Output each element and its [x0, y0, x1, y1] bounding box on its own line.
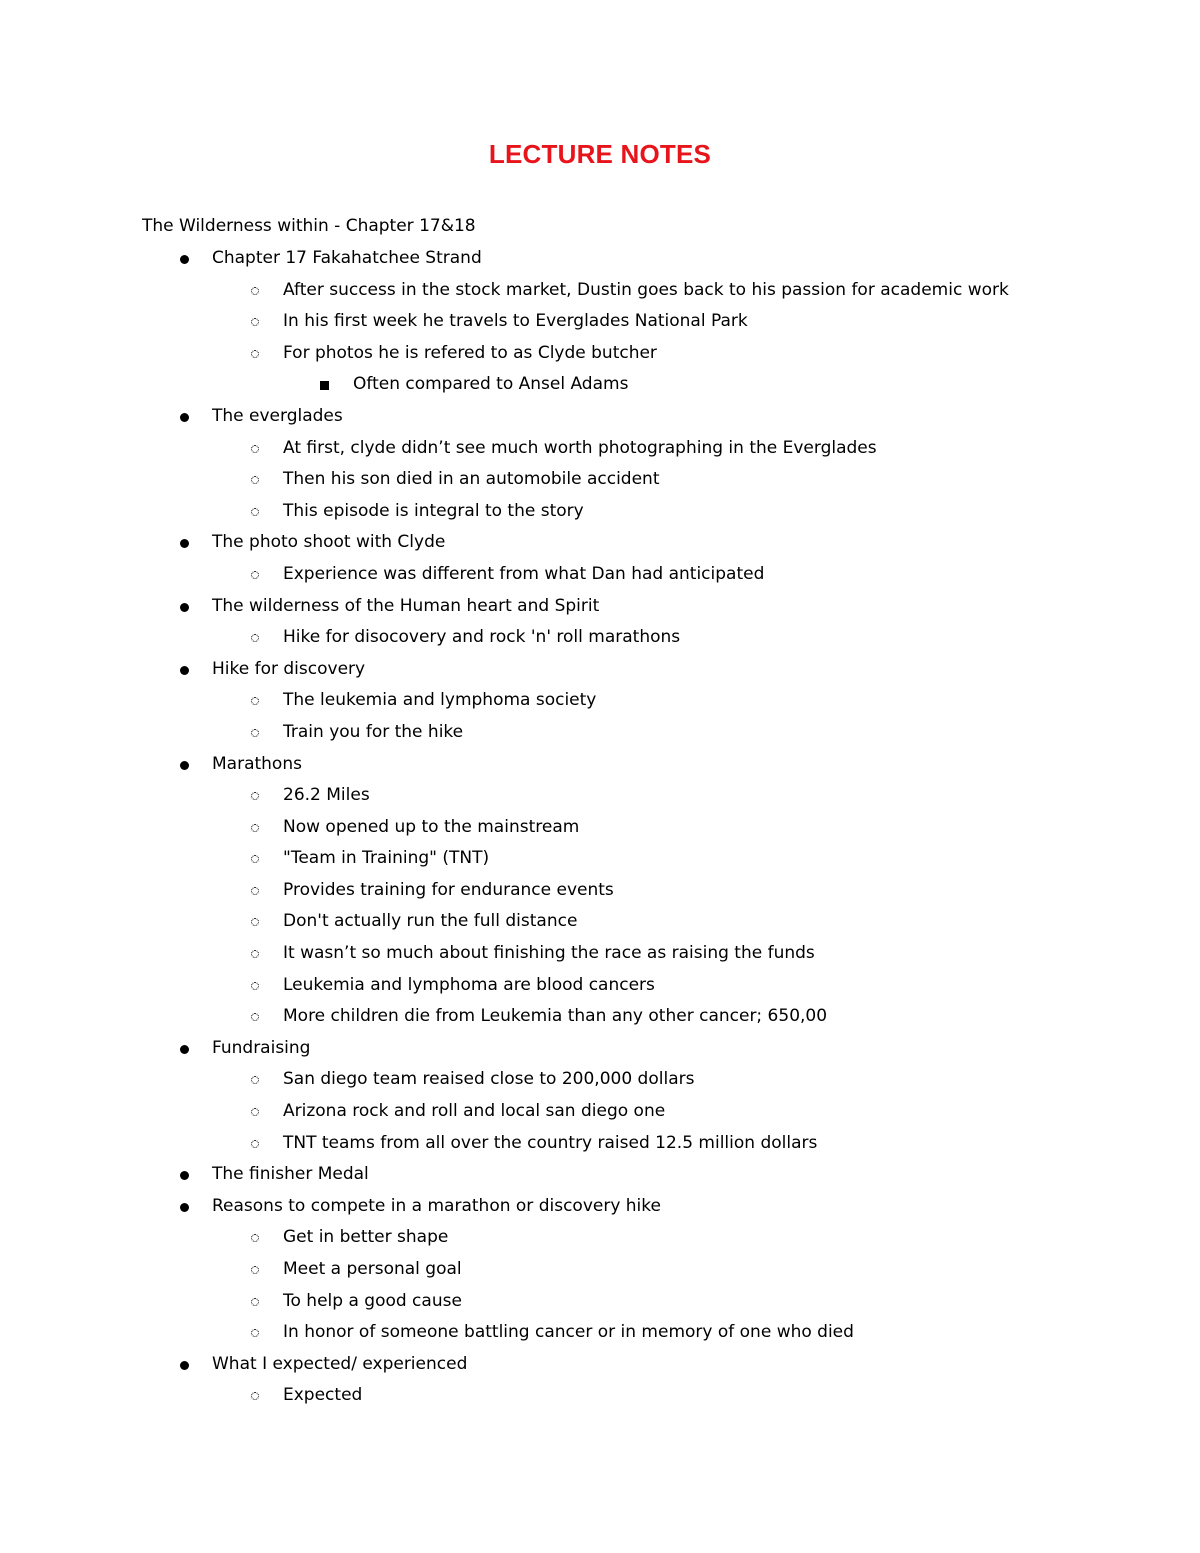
bullet-hollow-circle-icon	[249, 338, 269, 370]
list-item-text: This episode is integral to the story	[283, 500, 584, 521]
list-item	[0, 1033, 1200, 1065]
bullet-hollow-circle-icon	[249, 306, 269, 338]
bullet-hollow-circle-icon	[249, 433, 269, 465]
list-item-text: At first, clyde didn’t see much worth photographing in the Everglades	[283, 437, 877, 458]
bullet-hollow-circle-icon	[249, 938, 269, 970]
list-item-text: Then his son died in an automobile accident	[283, 469, 660, 490]
list-item-text: "Team in Training" (TNT)	[283, 848, 490, 869]
list-item-text: Reasons to compete in a marathon or discovery hike	[212, 1195, 661, 1216]
bullet-filled-circle-icon	[177, 1033, 197, 1065]
list-item	[0, 1222, 1200, 1254]
list-item-text: Often compared to Ansel Adams	[353, 374, 629, 395]
bullet-shape	[251, 950, 259, 958]
list-item	[0, 1254, 1200, 1286]
list-item	[0, 591, 1200, 623]
bullet-square-icon	[318, 369, 338, 401]
list-item-text: What I expected/ experienced	[212, 1353, 468, 1374]
list-item-text: To help a good cause	[283, 1290, 462, 1311]
bullet-hollow-circle-icon	[249, 275, 269, 307]
bullet-shape	[180, 539, 189, 548]
list-item	[0, 1349, 1200, 1381]
list-item-text: TNT teams from all over the country raised 12.5 million dollars	[283, 1132, 818, 1153]
bullet-filled-circle-icon	[177, 527, 197, 559]
list-item	[0, 496, 1200, 528]
bullet-hollow-circle-icon	[249, 622, 269, 654]
list-item	[0, 970, 1200, 1002]
list-item-text: For photos he is refered to as Clyde butcher	[283, 342, 657, 363]
bullet-filled-circle-icon	[177, 591, 197, 623]
list-item-text: Now opened up to the mainstream	[283, 816, 580, 837]
bullet-hollow-circle-icon	[249, 843, 269, 875]
list-item	[0, 275, 1200, 307]
bullet-shape	[251, 287, 259, 295]
list-item	[0, 401, 1200, 433]
list-item	[0, 1064, 1200, 1096]
bullet-shape	[251, 1013, 259, 1021]
list-item-text: Chapter 17 Fakahatchee Strand	[212, 248, 482, 268]
list-item-text: In honor of someone battling cancer or in memory of one who died	[283, 1322, 854, 1343]
list-item	[0, 749, 1200, 781]
list-item	[0, 780, 1200, 812]
list-item-text: Hike for discovery	[212, 658, 366, 679]
bullet-hollow-circle-icon	[249, 1222, 269, 1254]
list-item	[0, 843, 1200, 875]
list-item	[0, 875, 1200, 907]
bullet-shape	[251, 571, 259, 579]
list-item	[0, 654, 1200, 686]
bullet-hollow-circle-icon	[249, 685, 269, 717]
bullet-shape	[251, 982, 259, 990]
bullet-shape	[251, 855, 259, 863]
bullet-shape	[251, 792, 259, 800]
bullet-shape	[251, 918, 259, 926]
bullet-shape	[180, 1203, 189, 1212]
list-item	[0, 369, 1200, 401]
bullet-shape	[251, 887, 259, 895]
bullet-shape	[180, 255, 189, 264]
bullet-filled-circle-icon	[177, 1159, 197, 1191]
bullet-hollow-circle-icon	[249, 970, 269, 1002]
bullet-shape	[251, 697, 259, 705]
list-item-text: 26.2 Miles	[283, 785, 370, 806]
bullet-hollow-circle-icon	[249, 1380, 269, 1412]
bullet-hollow-circle-icon	[249, 906, 269, 938]
bullet-hollow-circle-icon	[249, 559, 269, 591]
bullet-shape	[251, 1076, 259, 1084]
bullet-hollow-circle-icon	[249, 780, 269, 812]
list-item	[0, 1096, 1200, 1128]
list-item-text: Get in better shape	[283, 1227, 449, 1248]
list-item-text: San diego team reaised close to 200,000 dollars	[283, 1069, 695, 1090]
list-item	[0, 433, 1200, 465]
list-item	[0, 1191, 1200, 1223]
list-item-text: It wasn’t so much about finishing the race as raising the funds	[283, 943, 815, 964]
bullet-shape	[180, 666, 189, 675]
bullet-hollow-circle-icon	[249, 1064, 269, 1096]
bullet-shape	[180, 1361, 189, 1370]
list-item	[0, 306, 1200, 338]
bullet-hollow-circle-icon	[249, 1001, 269, 1033]
list-item	[0, 464, 1200, 496]
bullet-hollow-circle-icon	[249, 1096, 269, 1128]
bullet-shape	[251, 1392, 259, 1400]
list-item-text: In his first week he travels to Everglades National Park	[283, 311, 748, 332]
section-heading: The Wilderness within - Chapter 17&18	[142, 216, 476, 236]
list-item	[0, 622, 1200, 654]
bullet-hollow-circle-icon	[249, 1286, 269, 1318]
list-item-text: More children die from Leukemia than any other cancer; 650,00	[283, 1006, 828, 1027]
bullet-shape	[251, 824, 259, 832]
bullet-shape	[320, 381, 329, 390]
list-item-text: Train you for the hike	[283, 721, 464, 742]
bullet-shape	[251, 1140, 259, 1148]
list-item-text: The finisher Medal	[212, 1164, 369, 1185]
bullet-shape	[251, 508, 259, 516]
bullet-hollow-circle-icon	[249, 812, 269, 844]
bullet-shape	[180, 413, 189, 422]
bullet-shape	[251, 634, 259, 642]
list-item	[0, 938, 1200, 970]
list-item-text: Arizona rock and roll and local san diego one	[283, 1101, 666, 1122]
list-item-text: Provides training for endurance events	[283, 879, 614, 900]
bullet-shape	[251, 1266, 259, 1274]
list-item-text: The photo shoot with Clyde	[212, 532, 446, 553]
list-item	[0, 1159, 1200, 1191]
list-item	[0, 527, 1200, 559]
list-item	[0, 685, 1200, 717]
list-item-text: Fundraising	[212, 1037, 311, 1058]
list-item	[0, 243, 1200, 275]
bullet-shape	[180, 603, 189, 612]
bullet-shape	[180, 1171, 189, 1180]
bullet-hollow-circle-icon	[249, 464, 269, 496]
list-item	[0, 1128, 1200, 1160]
list-item-text: Experience was different from what Dan had anticipated	[283, 563, 765, 584]
bullet-filled-circle-icon	[177, 1349, 197, 1381]
list-item-text: The everglades	[212, 405, 343, 426]
list-item-text: Leukemia and lymphoma are blood cancers	[283, 974, 655, 995]
bullet-filled-circle-icon	[177, 401, 197, 433]
list-item-text: Don't actually run the full distance	[283, 911, 578, 932]
list-item-text: Hike for disocovery and rock 'n' roll marathons	[283, 627, 681, 648]
list-item	[0, 1286, 1200, 1318]
list-item	[0, 559, 1200, 591]
bullet-shape	[251, 318, 259, 326]
list-item	[0, 906, 1200, 938]
bullet-shape	[251, 1234, 259, 1242]
bullet-filled-circle-icon	[177, 654, 197, 686]
list-item-text: Marathons	[212, 753, 302, 774]
list-item	[0, 1317, 1200, 1349]
bullet-shape	[251, 445, 259, 453]
bullet-shape	[251, 729, 259, 737]
list-item-text: The wilderness of the Human heart and Spirit	[212, 595, 600, 616]
list-item-text: Expected	[283, 1385, 363, 1406]
bullet-shape	[251, 1108, 259, 1116]
bullet-hollow-circle-icon	[249, 1317, 269, 1349]
list-item	[0, 812, 1200, 844]
bullet-shape	[251, 350, 259, 358]
bullet-shape	[180, 761, 189, 770]
bullet-shape	[180, 1045, 189, 1054]
bullet-filled-circle-icon	[177, 1191, 197, 1223]
bullet-filled-circle-icon	[177, 749, 197, 781]
list-item	[0, 717, 1200, 749]
bullet-hollow-circle-icon	[249, 1254, 269, 1286]
list-item-text: After success in the stock market, Dustin goes back to his passion for academic work	[283, 279, 1009, 300]
list-item-text: The leukemia and lymphoma society	[283, 690, 597, 711]
bullet-shape	[251, 476, 259, 484]
bullet-hollow-circle-icon	[249, 1128, 269, 1160]
bullet-shape	[251, 1329, 259, 1337]
bullet-hollow-circle-icon	[249, 875, 269, 907]
page-title: LECTURE NOTES	[488, 139, 712, 169]
bullet-filled-circle-icon	[177, 243, 197, 275]
outline-list	[0, 243, 1200, 1412]
list-item	[0, 1380, 1200, 1412]
bullet-hollow-circle-icon	[249, 496, 269, 528]
list-item	[0, 1001, 1200, 1033]
bullet-hollow-circle-icon	[249, 717, 269, 749]
list-item-text: Meet a personal goal	[283, 1259, 462, 1279]
list-item	[0, 338, 1200, 370]
bullet-shape	[251, 1298, 259, 1306]
